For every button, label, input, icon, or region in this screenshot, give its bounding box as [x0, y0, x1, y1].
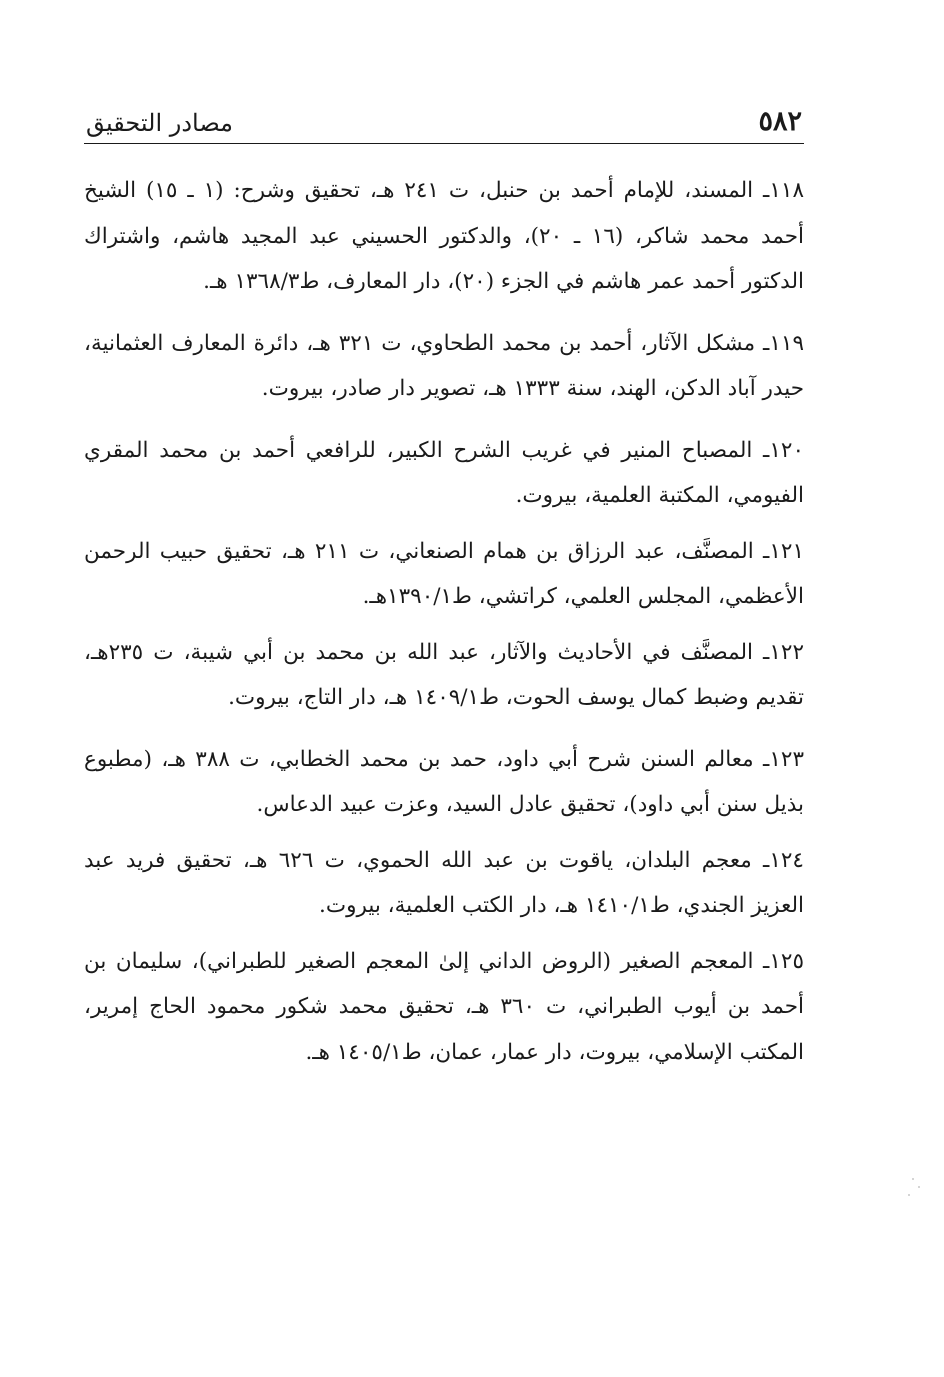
page-header — [84, 108, 804, 144]
scan-speck — [912, 1178, 914, 1180]
bibliography-entry-119: ١١٩ـ مشكل الآثار، أحمد بن محمد الطحاوي، ت ٣٢١ هـ، دائرة المعارف العثمانية، حيدر آباد الدكن، الهند، سنة ١٣٣٣ هـ، تصوير دار صادر، بيروت. — [84, 330, 804, 401]
scan-speck — [918, 1186, 920, 1188]
book-page — [84, 108, 804, 1091]
scan-speck — [908, 1194, 910, 1196]
bibliography-entry-123: ١٢٣ـ معالم السنن شرح أبي داود، حمد بن محمد الخطابي، ت ٣٨٨ هـ، (مطبوع بذيل سنن أبي داود)، تحقيق عادل السيد، وعزت عبيد الدعاس. — [84, 746, 804, 817]
bibliography-entry-122: ١٢٢ـ المصنَّف في الأحاديث والآثار، عبد الله بن محمد بن أبي شيبة، ت ٢٣٥هـ، تقديم وضبط كمال يوسف الحوت، ط١٤٠٩/١ هـ، دار التاج، بيروت. — [84, 639, 804, 710]
bibliography-entry-125: ١٢٥ـ المعجم الصغير (الروض الداني إلىٰ المعجم الصغير للطبراني)، سليمان بن أحمد بن أيوب الطبراني، ت ٣٦٠ هـ، تحقيق محمد شكور محمود الحاج إمرير، المكتب الإسلامي، بيروت، دار عمار، عمان، ط١٤٠٥/١ هـ. — [84, 948, 804, 1065]
bibliography-list — [84, 168, 804, 1075]
running-title: مصادر التحقيق — [86, 109, 233, 137]
bibliography-entry-124: ١٢٤ـ معجم البلدان، ياقوت بن عبد الله الحموي، ت ٦٢٦ هـ، تحقيق فريد عبد العزيز الجندي، ط١٤١٠/١ هـ، دار الكتب العلمية، بيروت. — [84, 847, 804, 918]
bibliography-entry-118: ١١٨ـ المسند، للإمام أحمد بن حنبل، ت ٢٤١ هـ، تحقيق وشرح: (١ ـ ١٥) الشيخ أحمد محمد شاكر، (١٦ ـ ٢٠)، والدكتور الحسيني عبد المجيد هاشم، واشتراك الدكتور أحمد عمر هاشم في الجزء (٢٠)، دار المعارف، ط١٣٦٨/٣ هـ. — [84, 178, 805, 294]
bibliography-entry-121: ١٢١ـ المصنَّف، عبد الرزاق بن همام الصنعاني، ت ٢١١ هـ، تحقيق حبيب الرحمن الأعظمي، المجلس العلمي، كراتشي، ط١٣٩٠/١هـ. — [84, 538, 804, 609]
page-number: ٥٨٢ — [758, 106, 802, 137]
bibliography-entry-120: ١٢٠ـ المصباح المنير في غريب الشرح الكبير، للرافعي أحمد بن محمد المقري الفيومي، المكتبة العلمية، بيروت. — [84, 437, 804, 508]
